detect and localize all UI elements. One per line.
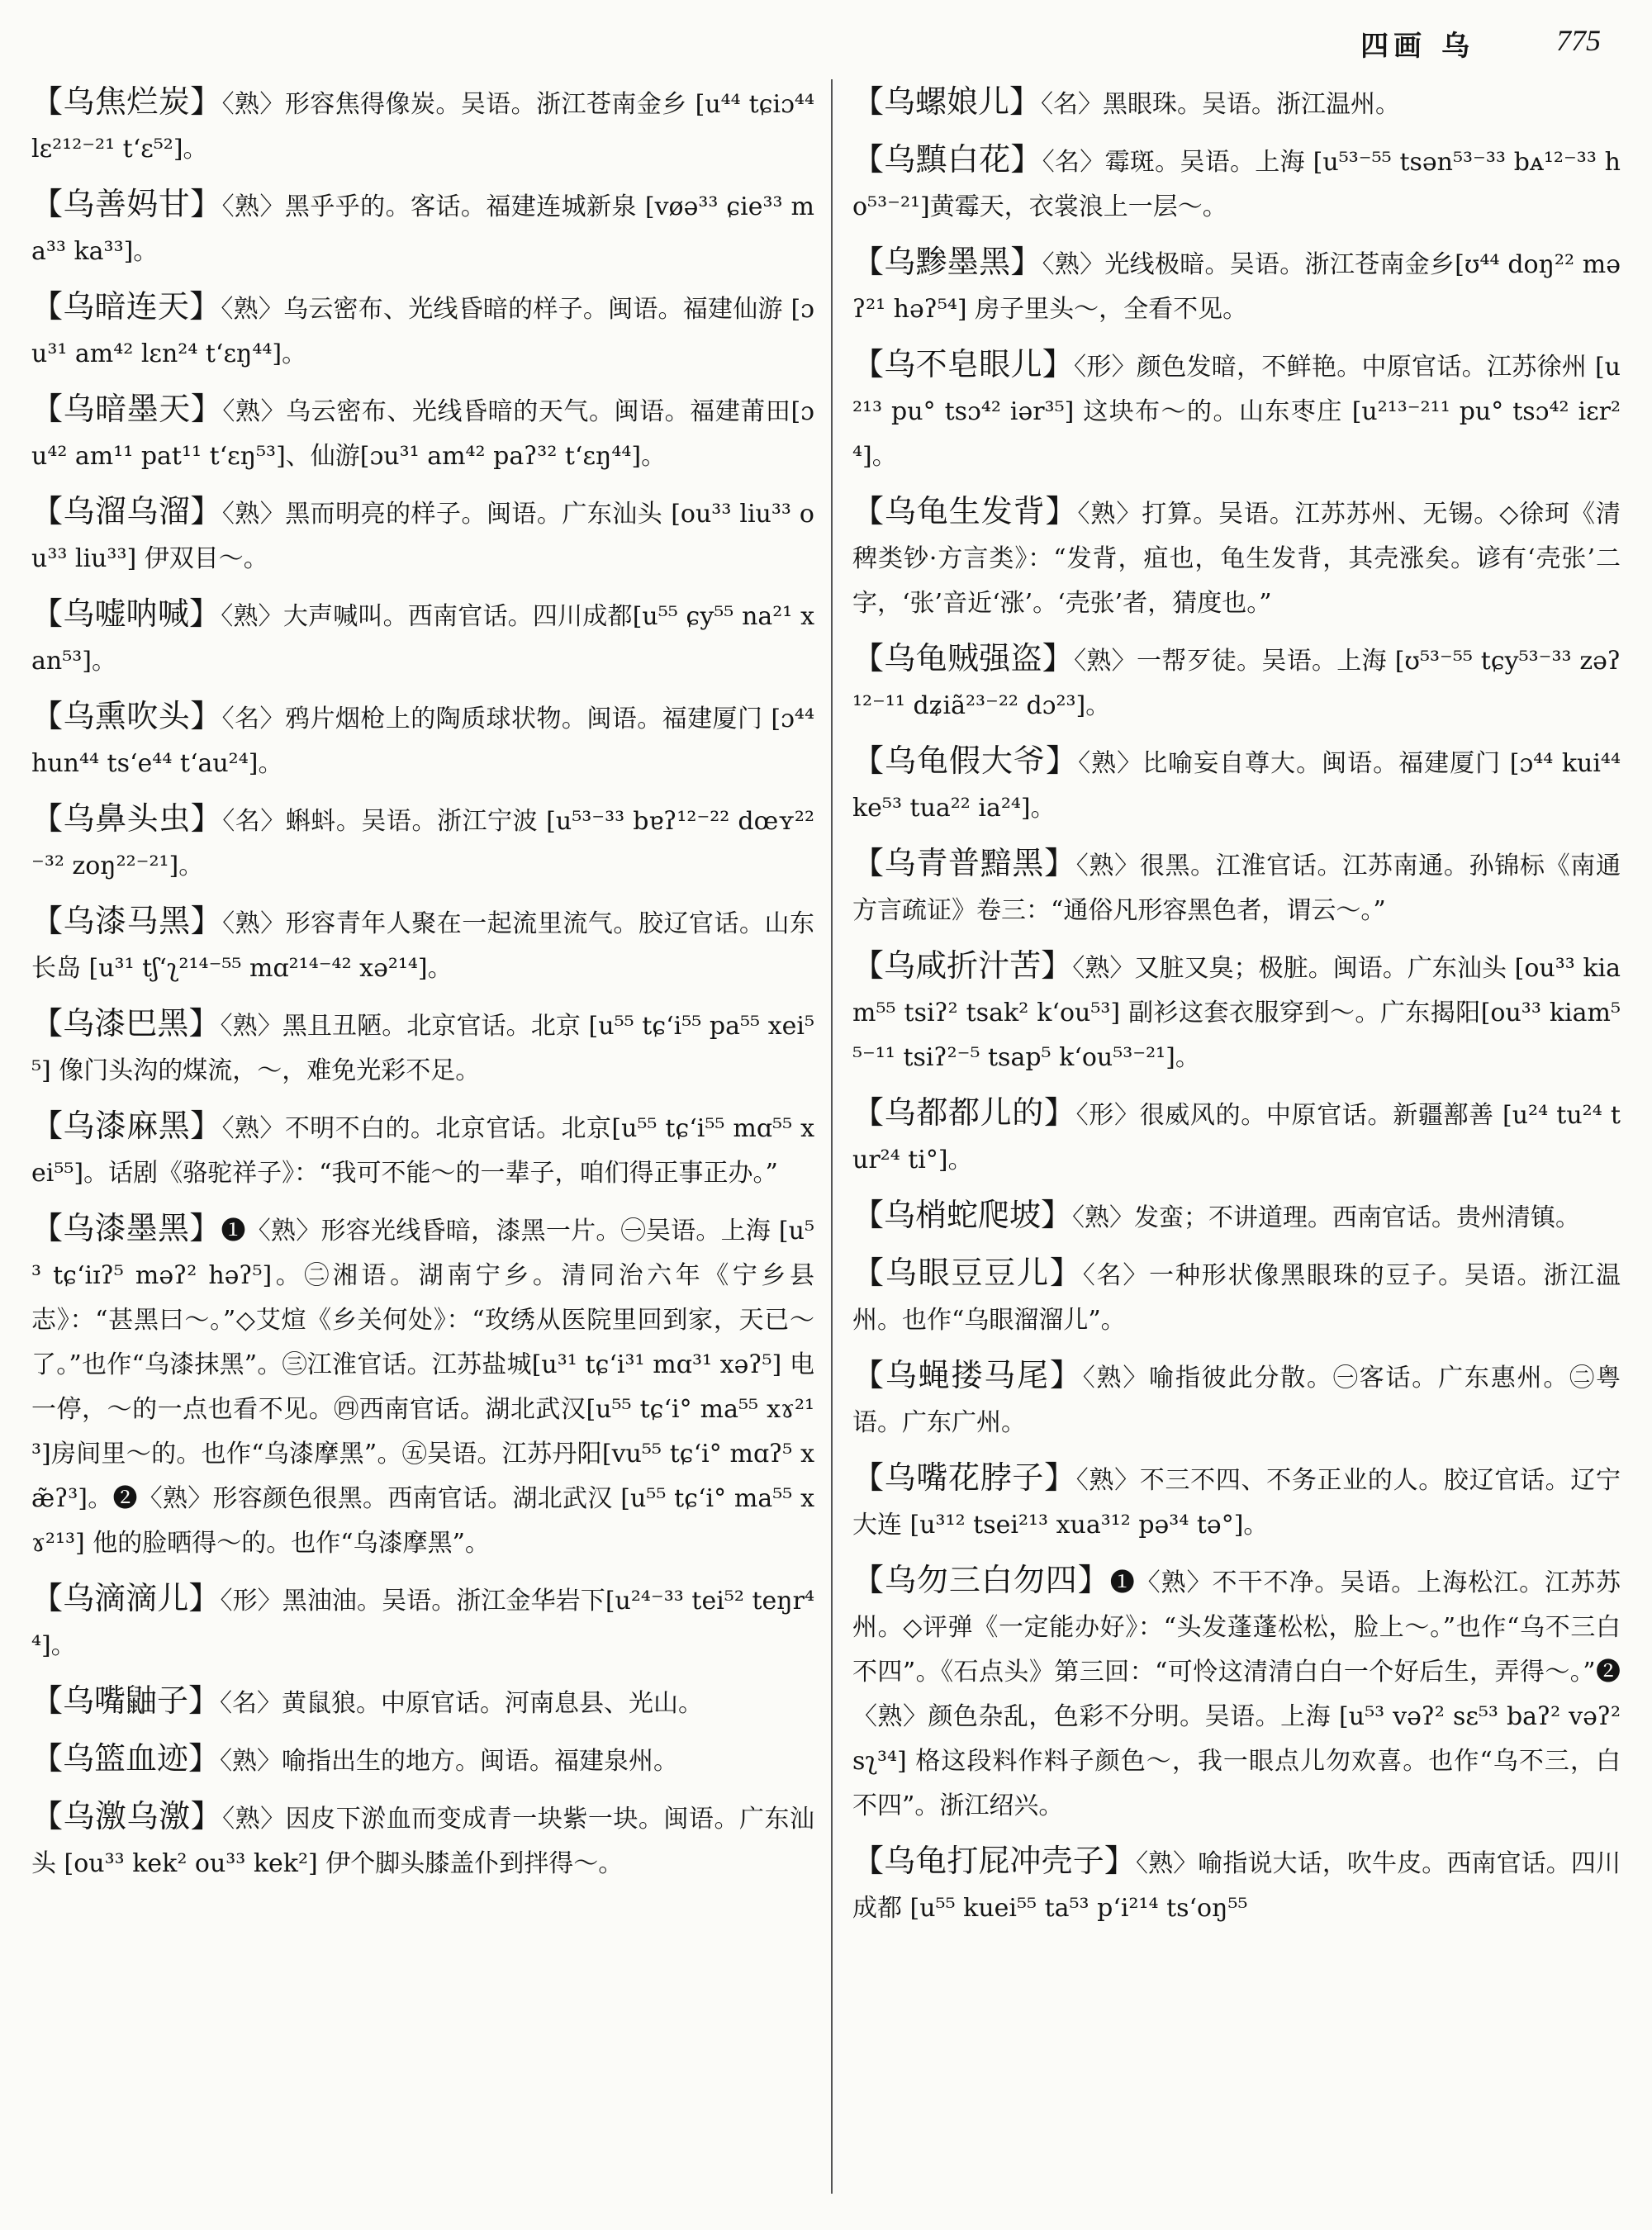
headword: 【乌龟贼强盗】 — [852, 640, 1075, 676]
definition: 〈熟〉黑而明亮的样子。闽语。广东汕头 [ou³³ liu³³ ou³³ liu³³] 伊双目～。 — [31, 500, 814, 573]
headword: 【乌龟假大爷】 — [852, 743, 1079, 779]
headword: 【乌咸折汁苦】 — [852, 947, 1073, 984]
definition: 〈熟〉喻指说大话，吹牛皮。西南官话。四川成都 [u⁵⁵ kuei⁵⁵ ta⁵³ pʻi²¹⁴ tsʻoŋ⁵⁵ — [852, 1849, 1621, 1923]
headword: 【乌嘴花脖子】 — [852, 1459, 1076, 1496]
headword: 【乌都都儿的】 — [852, 1094, 1076, 1131]
definition: 〈形〉黑油油。吴语。浙江金华岩下[u²⁴⁻³³ tei⁵² teŋr⁴⁴]。 — [31, 1587, 814, 1660]
definition: 〈熟〉形容青年人聚在一起流里流气。胶辽官话。山东长岛 [u³¹ tʃʻʅ²¹⁴⁻⁵⁵ mɑ²¹⁴⁻⁴² xə²¹⁴]。 — [31, 909, 814, 983]
headword: 【乌激乌激】 — [31, 1798, 223, 1834]
dictionary-entry — [852, 1353, 1621, 1445]
dictionary-entry — [852, 489, 1621, 626]
definition: 〈熟〉因皮下淤血而变成青一块紫一块。闽语。广东汕头 [ou³³ kek² ou³³ kek²] 伊个脚头膝盖仆到拌得～。 — [31, 1805, 814, 1878]
headword: 【乌螺娘儿】 — [852, 83, 1042, 120]
headword: 【乌善妈甘】 — [31, 186, 222, 222]
dictionary-entry — [31, 1678, 814, 1726]
definition: 〈熟〉黑乎乎的。客话。福建连城新泉 [vøə³³ ɕie³³ ma³³ ka³³]。 — [31, 192, 814, 266]
definition: 〈名〉蝌蚪。吴语。浙江宁波 [u⁵³⁻³³ bɐʔ¹²⁻²² dœʏ²²⁻³² zoŋ²²⁻²¹]。 — [31, 807, 814, 880]
definition: 〈熟〉比喻妄自尊大。闽语。福建厦门 [ɔ⁴⁴ kui⁴⁴ ke⁵³ tua²² ia²⁴]。 — [852, 749, 1621, 823]
headword: 【乌龟打屁冲壳子】 — [852, 1843, 1136, 1879]
definition: 〈名〉一种形状像黑眼珠的豆子。吴语。浙江温州。也作“乌眼溜溜儿”。 — [852, 1261, 1621, 1335]
dictionary-entry — [852, 240, 1621, 332]
headword: 【乌鼻头虫】 — [31, 800, 223, 837]
dictionary-entry — [31, 1206, 814, 1566]
headword: 【乌不皂眼儿】 — [852, 346, 1075, 382]
definition: 〈熟〉喻指彼此分散。㊀客话。广东惠州。㊁粤语。广东广州。 — [852, 1364, 1621, 1437]
headword: 【乌青普黯黑】 — [852, 845, 1076, 881]
dictionary-entry — [31, 899, 814, 991]
dictionary-entry — [31, 489, 814, 581]
dictionary-entry — [852, 636, 1621, 728]
headword: 【乌漆墨黑】 — [31, 1210, 221, 1246]
headword: 【乌焦烂炭】 — [31, 83, 222, 120]
left-column — [31, 79, 814, 2194]
definition: 〈熟〉打算。吴语。江苏苏州、无锡。◇徐珂《清稗类钞·方言类》：“发背，疽也，龟生发背，其壳涨矣。谚有‘壳张’二字，‘张’音近‘涨’。‘壳张’者，猜度也。” — [852, 500, 1621, 618]
headword: 【乌嘘呐喊】 — [31, 595, 221, 632]
section-title: 四画 乌 — [1360, 30, 1474, 63]
headword: 【乌蝇搂马尾】 — [852, 1357, 1083, 1393]
page-number: 775 — [1556, 24, 1601, 57]
definition: 〈熟〉又脏又臭；极脏。闽语。广东汕头 [ou³³ kiam⁵⁵ tsiʔ² tsak² kʻou⁵³] 副衫这套衣服穿到～。广东揭阳[ou³³ kiam⁵⁵⁻¹¹ tsiʔ²⁻⁵ tsap⁵ kʻou⁵³⁻²¹]。 — [852, 954, 1621, 1072]
definition: 〈熟〉光线极暗。吴语。浙江苍南金乡[ʊ⁴⁴ doŋ²² məʔ²¹ həʔ⁵⁴] 房子里头～，全看不见。 — [852, 250, 1621, 324]
headword: 【乌梢蛇爬坡】 — [852, 1197, 1073, 1233]
dictionary-entry — [852, 342, 1621, 479]
headword: 【乌勿三白勿四】 — [852, 1562, 1110, 1598]
definition: 〈名〉霉斑。吴语。上海 [u⁵³⁻⁵⁵ tsən⁵³⁻³³ bᴀ¹²⁻³³ ho⁵³⁻²¹]黄霉天，衣裳浪上一层～。 — [852, 148, 1621, 221]
definition: 〈名〉黑眼珠。吴语。浙江温州。 — [1041, 90, 1401, 119]
headword: 【乌黪墨黑】 — [852, 244, 1042, 280]
definition: 〈熟〉乌云密布、光线昏暗的样子。闽语。福建仙游 [ɔu³¹ am⁴² lɛn²⁴ tʻɛŋ⁴⁴]。 — [31, 295, 814, 368]
dictionary-entry — [31, 694, 814, 786]
headword: 【乌篮血迹】 — [31, 1740, 221, 1777]
definition: 〈熟〉喻指出生的地方。闽语。福建泉州。 — [220, 1747, 679, 1776]
headword: 【乌龟生发背】 — [852, 493, 1078, 529]
right-column — [852, 79, 1621, 2194]
definition: 〈熟〉发蛮；不讲道理。西南官话。贵州清镇。 — [1072, 1203, 1581, 1232]
headword: 【乌溜乌溜】 — [31, 493, 222, 529]
dictionary-entry — [31, 79, 814, 172]
headword: 【乌漆巴黑】 — [31, 1005, 221, 1041]
headword: 【乌滴滴儿】 — [31, 1580, 221, 1616]
dictionary-entry — [852, 137, 1621, 230]
definition: 〈熟〉不明不白的。北京官话。北京[u⁵⁵ tɕʻi⁵⁵ mɑ⁵⁵ xei⁵⁵]。话剧《骆驼祥子》：“我可不能～的一辈子，咱们得正事正办。” — [31, 1114, 814, 1188]
headword: 【乌暗墨天】 — [31, 391, 223, 427]
headword: 【乌熏吹头】 — [31, 698, 222, 734]
headword: 【乌暗连天】 — [31, 288, 221, 325]
definition: 〈形〉很威风的。中原官话。新疆鄯善 [u²⁴ tu²⁴ tur²⁴ ti°]。 — [852, 1101, 1621, 1174]
dictionary-entry — [852, 1250, 1621, 1343]
dictionary-entry — [852, 1455, 1621, 1548]
headword: 【乌嘴鼬子】 — [31, 1682, 221, 1719]
dictionary-entry — [852, 943, 1621, 1080]
dictionary-entry — [31, 591, 814, 684]
dictionary-entry — [31, 387, 814, 479]
dictionary-entry — [31, 1103, 814, 1196]
definition: 〈熟〉很黑。江淮官话。江苏南通。孙锦标《南通方言疏证》卷三：“通俗凡形容黑色者，谓云～。” — [852, 852, 1621, 925]
definition: 〈名〉鸦片烟枪上的陶质球状物。闽语。福建厦门 [ɔ⁴⁴ hun⁴⁴ tsʻe⁴⁴ tʻau²⁴]。 — [31, 705, 814, 778]
dictionary-entry — [852, 1839, 1621, 1931]
dictionary-entry — [852, 1558, 1621, 1829]
headword: 【乌漆麻黑】 — [31, 1108, 222, 1144]
definition: 〈熟〉一帮歹徒。吴语。上海 [ʊ⁵³⁻⁵⁵ tɕy⁵³⁻³³ zəʔ¹²⁻¹¹ dʑiã²³⁻²² dɔ²³]。 — [852, 647, 1621, 720]
dictionary-entry — [852, 79, 1621, 127]
headword: 【乌眼豆豆儿】 — [852, 1255, 1083, 1291]
definition: ❶〈熟〉形容光线昏暗，漆黑一片。㊀吴语。上海 [u⁵³ tɕʻiɪʔ⁵ məʔ² həʔ⁵]。㊁湘语。湖南宁乡。清同治六年《宁乡县志》：“甚黑曰～。”◇艾煊《乡关何处》：“玫绣从医院里回到家，天已～了。”也作“乌漆抹黑”。㊂江淮官话。江苏盐城[u³¹ tɕʻi³¹ mɑ³¹ xəʔ⁵] 电一停，～的一点也看不见。㊃西南官话。湖北武汉[u⁵⁵ tɕʻi° ma⁵⁵ xɤ²¹³]房间里～的。也作“乌漆摩黑”。㊄吴语。江苏丹阳[vu⁵⁵ tɕʻi° mɑʔ⁵ xæ̃ʔ³]。❷〈熟〉形容颜色很黑。西南官话。湖北武汉 [u⁵⁵ tɕʻi° ma⁵⁵ xɤ²¹³] 他的脸晒得～的。也作“乌漆摩黑”。 — [31, 1217, 814, 1558]
headword: 【乌漆马黑】 — [31, 903, 223, 939]
definition: 〈熟〉不三不四、不务正业的人。胶辽官话。辽宁大连 [u³¹² tsei²¹³ xua³¹² pə³⁴ tə°]。 — [852, 1466, 1621, 1540]
definition: 〈形〉颜色发暗，不鲜艳。中原官话。江苏徐州 [u²¹³ pu° tsɔ⁴² iər³⁵] 这块布～的。山东枣庄 [u²¹³⁻²¹¹ pu° tsɔ⁴² iɛr²⁴]。 — [852, 353, 1621, 471]
dictionary-entry — [31, 1736, 814, 1784]
definition: 〈熟〉黑且丑陋。北京官话。北京 [u⁵⁵ tɕʻi⁵⁵ pa⁵⁵ xei⁵⁵] 像门头沟的煤流，～，难免光彩不足。 — [31, 1012, 814, 1085]
dictionary-entry — [31, 284, 814, 377]
definition: ❶〈熟〉不干不净。吴语。上海松江。江苏苏州。◇评弹《一定能办好》：“头发蓬蓬松松，脸上～。”也作“乌不三白不四”。《石点头》第三回：“可怜这清清白白一个好后生，弄得～。”❷〈熟〉颜色杂乱，色彩不分明。吴语。上海 [u⁵³ vəʔ² sɛ⁵³ baʔ² vəʔ² sʅ³⁴] 格这段料作料子颜色～，我一眼点儿勿欢喜。也作“乌不三，白不四”。浙江绍兴。 — [852, 1568, 1621, 1820]
definition: 〈名〉黄鼠狼。中原官话。河南息县、光山。 — [220, 1689, 704, 1718]
definition: 〈熟〉形容焦得像炭。吴语。浙江苍南金乡 [u⁴⁴ tɕiɔ⁴⁴ lɛ²¹²⁻²¹ tʻɛ⁵²]。 — [31, 90, 814, 164]
dictionary-entry — [31, 1576, 814, 1668]
dictionary-entry — [31, 1794, 814, 1886]
definition: 〈熟〉大声喊叫。西南官话。四川成都[u⁵⁵ ɕy⁵⁵ na²¹ xan⁵³]。 — [31, 602, 814, 676]
dictionary-entry — [31, 1001, 814, 1094]
headword: 【乌黰白花】 — [852, 141, 1042, 178]
dictionary-entry — [31, 796, 814, 889]
column-divider — [831, 79, 833, 2194]
dictionary-entry — [31, 182, 814, 274]
dictionary-entry — [852, 1090, 1621, 1183]
definition: 〈熟〉乌云密布、光线昏暗的天气。闽语。福建莆田[ɔu⁴² am¹¹ pat¹¹ tʻɛŋ⁵³]、仙游[ɔu³¹ am⁴² paʔ³² tʻɛŋ⁴⁴]。 — [31, 397, 814, 471]
dictionary-entry — [852, 841, 1621, 933]
dictionary-entry — [852, 738, 1621, 831]
dictionary-entry — [852, 1193, 1621, 1241]
page-header — [0, 18, 1652, 63]
